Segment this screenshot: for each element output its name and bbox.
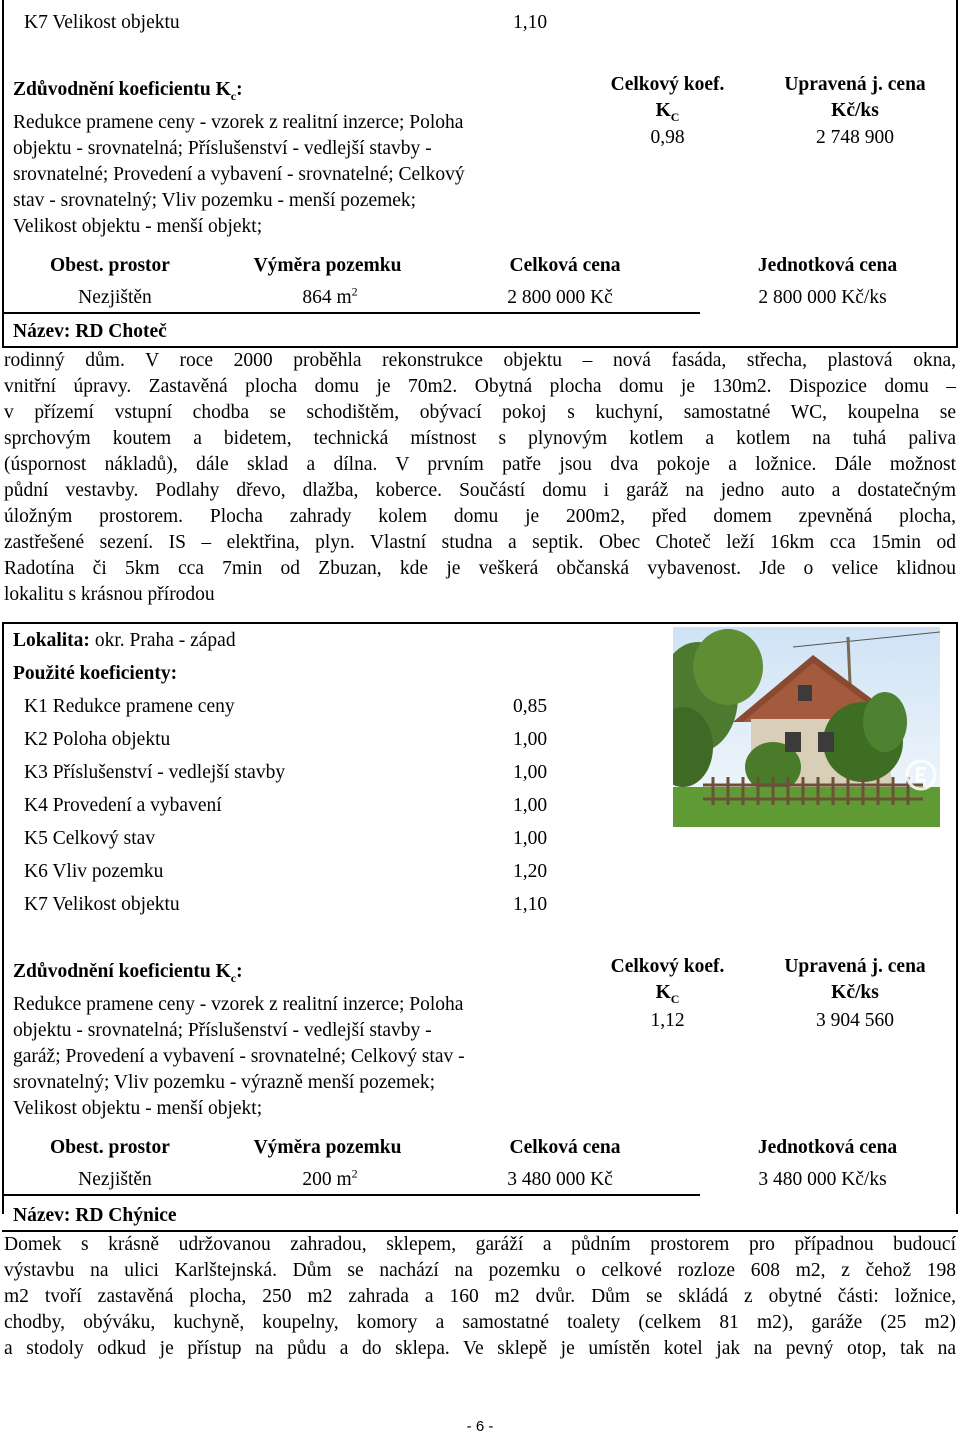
description-line: m2 tvoří zastavěná plocha, 250 m2 zahrada a 160 m2 dvůr. Dům se skládá z obytné části: ložnice, [4, 1286, 956, 1307]
k7-value-top: 1,10 [513, 12, 548, 33]
reason-line: srovnatelný; Vliv pozemku - výrazně menší pozemek; [13, 1072, 436, 1093]
koef-label-k3: K3 Příslušenství - vedlejší stavby [24, 762, 286, 783]
reason-line: Velikost objektu - menší objekt; [13, 1098, 263, 1119]
description-line: v přízemí vstupní chodba se schodištěm, obývací pokoj s kuchyní, samostatné WC, koupelna se [4, 402, 956, 423]
th-vymera-top: Výměra pozemku [253, 255, 402, 276]
koef-label-k5: K5 Celkový stav [24, 828, 156, 849]
description-choten [4, 348, 956, 608]
th-vymera-choten: Výměra pozemku [253, 1137, 402, 1158]
description-line: vnitřní úpravy. Zastavěná plocha domu je 70m2. Obytná plocha domu je 130m2. Dispozice domu – [4, 376, 956, 397]
td-vymera-top: 864 $m^2$ [302, 284, 358, 308]
th-celkova-top: Celková cena [509, 255, 621, 276]
koef-value-k6: 1,20 [513, 861, 548, 882]
lokalita-row: Lokalita: okr. Praha - západ [13, 630, 236, 651]
reason-text-top [13, 110, 465, 240]
price-value-top: 2 748 900 [816, 127, 894, 148]
koef-value-k2: 1,00 [513, 729, 548, 750]
koef-value-k4: 1,00 [513, 795, 548, 816]
coef-header-top: Celkový koef. $K_C$ [610, 74, 725, 124]
table-rule-choten [2, 1194, 700, 1196]
koef-value-k3: 1,00 [513, 762, 548, 783]
description-line: půdní vestavby. Podlahy dřevo, dlažba, koberce. Součástí domu i garáž na jedno auto a dostatečným [4, 480, 956, 501]
box-top-rule-choten [2, 622, 958, 624]
coef-value-top: 0,98 [650, 127, 685, 148]
description-line: chodby, obýváku, kuchyně, koupelny, komory a samostatné toalety (celkem 81 m2), garáže (25 m2) [4, 1312, 956, 1333]
k7-label-top: K7 Velikost objektu [24, 12, 180, 33]
frame-left-border-mid [2, 622, 4, 1214]
table-rule-top [2, 312, 700, 314]
description-line: výstavbu na ulici Karlštejnská. Dům se nachází na pozemku o celkové rozloze 608 m2, z čehož 198 [4, 1260, 956, 1281]
property-name-chynice: Název: RD Chýnice [13, 1205, 177, 1226]
td-obest-top: Nezjištěn [78, 287, 152, 308]
coef-header-choten: Celkový koef. $K_C$ [610, 956, 725, 1006]
description-line: Domek s krásně udržovanou zahradou, sklepem, garáží a půdním prostorem pro případnou budoucí [4, 1234, 956, 1255]
description-line: lokalitu s krásnou přírodou [4, 584, 215, 605]
description-line: Radotína či 5km cca 7min od Zbuzan, kde je veškerá občanská vybavenost. Jde o velice klidnou [4, 558, 956, 579]
coef-value-choten: 1,12 [650, 1010, 685, 1031]
reason-line: Redukce pramene ceny - vzorek z realitní inzerce; Poloha [13, 112, 464, 133]
reason-text-choten [13, 992, 465, 1122]
reason-line: garáž; Provedení a vybavení - srovnatelné; Celkový stav - [13, 1046, 465, 1067]
house-photo [673, 627, 940, 827]
th-jednotkova-choten: Jednotková cena [757, 1137, 898, 1158]
price-value-choten: 3 904 560 [816, 1010, 894, 1031]
td-obest-choten: Nezjištěn [78, 1169, 152, 1190]
frame-right-border-top [956, 0, 958, 348]
description-line: zastřešené sezení. IS – elektřina, plyn. Vlastní studna a septik. Obec Choteč leží 16km cca 15min od [4, 532, 956, 553]
description-chynice [4, 1232, 956, 1362]
reason-line: objektu - srovnatelná; Příslušenství - vedlejší stavby - [13, 138, 432, 159]
page-number: - 6 - [466, 1418, 494, 1435]
reason-line: objektu - srovnatelná; Příslušenství - vedlejší stavby - [13, 1020, 432, 1041]
th-jednotkova-top: Jednotková cena [757, 255, 898, 276]
koef-value-k7: 1,10 [513, 894, 548, 915]
td-jednotkova-top: 2 800 000 Kč/ks [758, 287, 887, 308]
price-header-choten: Upravená j. cena Kč/ks [784, 956, 926, 1003]
frame-left-border-top [2, 0, 4, 348]
frame-right-border-mid [956, 622, 958, 1214]
price-header-top: Upravená j. cena Kč/ks [784, 74, 926, 121]
description-line: úložným prostorem. Plocha zahrady kolem domu je 200m2, před domem zpevněná plocha, [4, 506, 956, 527]
description-line: rodinný dům. V roce 2000 proběhla rekonstrukce objektu – nová fasáda, střecha, plastová okna, [4, 350, 956, 371]
koef-label-k7: K7 Velikost objektu [24, 894, 180, 915]
description-line: (úspornost nákladů), dále sklad a dílna. V prvním patře jsou dva pokoje a ložnice. Dále možnost [4, 454, 956, 475]
reason-line: stav - srovnatelný; Vliv pozemku - menší pozemek; [13, 190, 417, 211]
koef-label-k1: K1 Redukce pramene ceny [24, 696, 235, 717]
koef-label-k6: K6 Vliv pozemku [24, 861, 164, 882]
th-obest-choten: Obest. prostor [50, 1137, 170, 1158]
description-line: sprchovým koutem a bidetem, technická místnost s plynovým kotlem a kotlem na tuhá paliva [4, 428, 956, 449]
koef-label-k2: K2 Poloha objektu [24, 729, 171, 750]
reason-line: Velikost objektu - menší objekt; [13, 216, 263, 237]
koef-value-k5: 1,00 [513, 828, 548, 849]
reason-line: srovnatelné; Provedení a vybavení - srovnatelné; Celkový [13, 164, 465, 185]
td-jednotkova-choten: 3 480 000 Kč/ks [758, 1169, 887, 1190]
th-celkova-choten: Celková cena [509, 1137, 621, 1158]
koef-label-k4: K4 Provedení a vybavení [24, 795, 222, 816]
td-celkova-choten: 3 480 000 Kč [507, 1169, 613, 1190]
reason-line: Redukce pramene ceny - vzorek z realitní inzerce; Poloha [13, 994, 464, 1015]
td-celkova-top: 2 800 000 Kč [507, 287, 613, 308]
description-line: a stodoly odkud je přístup na půdu a do sklepa. Ve sklepě je umístěn kotel jak na pevný otop, tak na [4, 1338, 956, 1359]
reason-title-choten: Zdůvodnění koeficientu $K_c$: [13, 961, 243, 985]
koef-title: Použité koeficienty: [13, 663, 178, 684]
td-vymera-choten: 200 $m^2$ [302, 1166, 358, 1190]
koef-value-k1: 0,85 [513, 696, 548, 717]
reason-title-top: Zdůvodnění koeficientu $K_c$: [13, 79, 243, 103]
th-obest-top: Obest. prostor [50, 255, 170, 276]
property-name-choten: Název: RD Choteč [13, 321, 167, 342]
